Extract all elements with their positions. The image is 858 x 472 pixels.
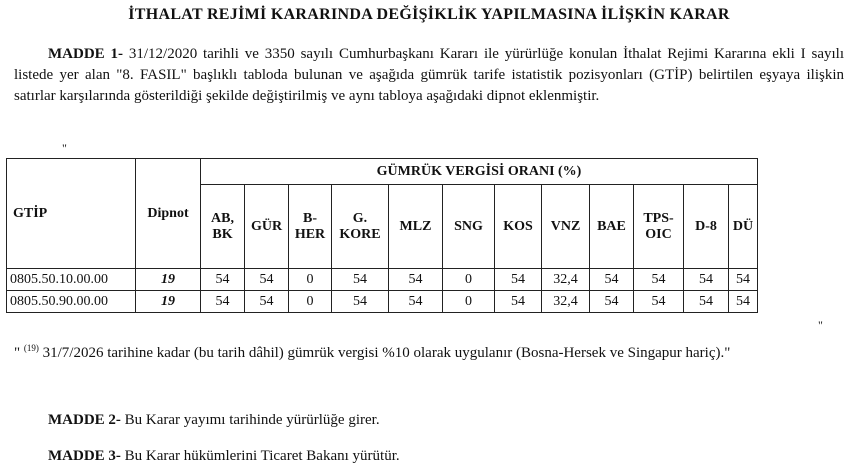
header-country-8: BAE	[590, 185, 634, 269]
rate-cell: 0	[289, 291, 332, 313]
article-1-label: MADDE 1-	[48, 46, 124, 62]
rate-cell: 54	[389, 291, 443, 313]
rate-cell: 54	[590, 291, 634, 313]
footnote-mark: (19)	[23, 343, 39, 353]
article-2	[48, 412, 380, 429]
rate-cell: 0	[289, 269, 332, 291]
gtip-cell: 0805.50.90.00.00	[7, 291, 136, 313]
header-country-1: GÜR	[245, 185, 289, 269]
rate-cell: 32,4	[542, 269, 590, 291]
rate-cell: 54	[495, 291, 542, 313]
article-3	[48, 448, 400, 465]
header-country-4: MLZ	[389, 185, 443, 269]
header-country-2: B-HER	[289, 185, 332, 269]
header-gtip: GTİP	[7, 159, 136, 269]
header-country-7: VNZ	[542, 185, 590, 269]
rate-cell: 0	[443, 291, 495, 313]
footnote-open-quote: "	[14, 345, 21, 361]
header-country-11: DÜ	[729, 185, 758, 269]
footnote-text: 31/7/2026 tarihine kadar (bu tarih dâhil) gümrük vergisi %10 olarak uygulanır (Bosna-Hersek ve Singapur hariç)."	[38, 345, 731, 361]
rate-cell: 54	[332, 269, 389, 291]
article-3-text: Bu Karar hükümlerini Ticaret Bakanı yürütür.	[120, 448, 400, 464]
rate-cell: 54	[684, 291, 729, 313]
document-title: İTHALAT REJİMİ KARARINDA DEĞİŞİKLİK YAPILMASINA İLİŞKİN KARAR	[128, 6, 730, 23]
rate-cell: 54	[245, 291, 289, 313]
article-2-text: Bu Karar yayımı tarihinde yürürlüğe girer.	[120, 412, 380, 428]
table-row	[7, 269, 758, 291]
dipnot-cell: 19	[136, 269, 201, 291]
dipnot-cell: 19	[136, 291, 201, 313]
opening-quote: "	[62, 141, 67, 155]
tariff-table	[6, 158, 758, 313]
gtip-cell: 0805.50.10.00.00	[7, 269, 136, 291]
rate-cell: 54	[201, 291, 245, 313]
rate-cell: 54	[245, 269, 289, 291]
rate-cell: 54	[201, 269, 245, 291]
header-country-9: TPS-OIC	[634, 185, 684, 269]
rate-cell: 54	[634, 291, 684, 313]
header-country-6: KOS	[495, 185, 542, 269]
rate-cell: 54	[495, 269, 542, 291]
rate-cell: 54	[634, 269, 684, 291]
closing-quote: "	[818, 318, 823, 332]
article-3-label: MADDE 3-	[48, 448, 121, 464]
header-country-5: SNG	[443, 185, 495, 269]
header-country-3: G. KORE	[332, 185, 389, 269]
rate-cell: 54	[590, 269, 634, 291]
rate-cell: 54	[332, 291, 389, 313]
header-country-0: AB, BK	[201, 185, 245, 269]
rate-cell: 54	[729, 291, 758, 313]
rate-cell: 54	[389, 269, 443, 291]
rate-cell: 0	[443, 269, 495, 291]
table-row	[7, 291, 758, 313]
rate-cell: 54	[684, 269, 729, 291]
footnote-paragraph	[14, 338, 844, 364]
rate-cell: 32,4	[542, 291, 590, 313]
header-country-10: D-8	[684, 185, 729, 269]
rate-cell: 54	[729, 269, 758, 291]
article-1-text: 31/12/2020 tarihli ve 3350 sayılı Cumhurbaşkanı Kararı ile yürürlüğe konulan İthalat Rejimi Kararına ekli I sayılı listede yer alan "8. FASIL" başlıklı tabloda bulunan ve aşağıda gümrük tarife istatistik pozisyonları (GTİP) belirtilen eşyaya ilişkin satırlar karşılarında gösterildiği şekilde değiştirilmiş ve aynı tabloya aşağıdaki dipnot eklenmiştir.	[14, 46, 844, 104]
header-customs-duty-rate: GÜMRÜK VERGİSİ ORANI (%)	[201, 159, 758, 185]
header-dipnot: Dipnot	[136, 159, 201, 269]
article-2-label: MADDE 2-	[48, 412, 121, 428]
article-1-paragraph	[14, 44, 844, 107]
